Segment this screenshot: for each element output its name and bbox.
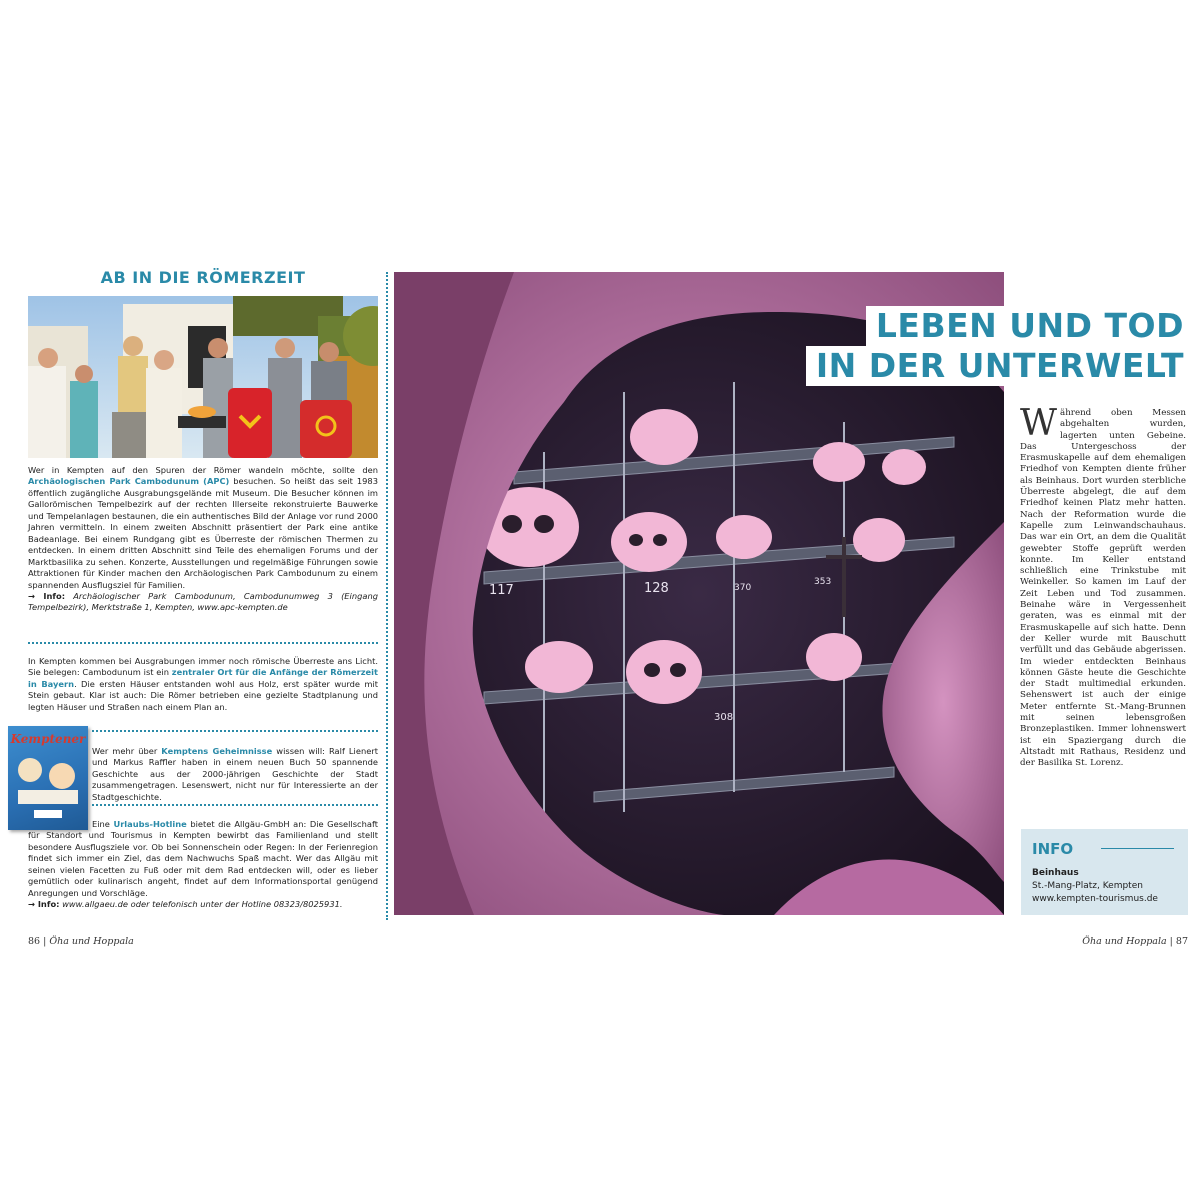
- footer-title: Öha und Hoppala: [49, 936, 134, 947]
- shelf-label: 128: [644, 581, 669, 596]
- book-cover-image: [8, 726, 88, 830]
- footer-right: [1082, 936, 1188, 947]
- column-divider: [386, 272, 388, 920]
- page-number: 87: [1175, 936, 1188, 947]
- book-cover-illustration: [8, 726, 88, 830]
- info-url[interactable]: www.kempten-tourismus.de: [1032, 894, 1158, 904]
- info-text-apc: Archäologischer Park Cambodunum, Cambodunumweg 3 (Eingang Tempelbezirk), Merktstraße 1, Kempten, www.apc-kempten.de: [28, 590, 378, 613]
- info-arrow-label: → Info:: [28, 590, 66, 601]
- link-kemptens-geheimnisse[interactable]: Kemptens Geheimnisse: [161, 746, 273, 756]
- article-paragraph: ährend oben Messen abgehalten wurden, lagerten unten Gebeine. Das Untergeschoss der Erasmuskapelle auf dem ehemaligen Friedhof von Kempten diente früher als Beinhaus. Dort wurden sterbliche Überreste abgelegt, die auf dem Friedhof keinen Platz mehr hatten. Nach der Reformation wurde die Kapelle zum Leinwandschauhaus. Das war ein Ort, an dem die Qualität gewebter Stoffe geprüft werden konnte. Im Keller entstand schließlich eine Trinkstube mit Weinkeller. So kamen im Lauf der Zeit Leben und Tod zusammen. Beinahe wäre in Vergessenheit geraten, was es einmal mit der Erasmuskapelle auf sich hatte. Denn der Keller wurde mit Bauschutt verfüllt und das Gebäude abgerissen. Im wieder entdeckten Beinhaus können Gäste heute die Geschichte der Stadt multimedial erkunden. Sehenswert ist auch der einige Meter entfernte St.-Mang-Brunnen mit seinen lebensgroßen Bronzeplastiken. Immer lohnenswert ist ein Spaziergang durch die Altstadt mit Rathaus, Residenz und der Basilika St. Lorenz.: [1020, 408, 1186, 769]
- text-block-cambodunum: [28, 465, 378, 614]
- link-apc[interactable]: Archäologischen Park Cambodunum (APC): [28, 476, 230, 487]
- paragraph-text: Eine: [92, 819, 114, 829]
- paragraph-text: In Kempten kommen bei Ausgrabungen immer noch römische Überreste ans Licht. Sie belegen: Cambodunum ist ein: [28, 656, 378, 678]
- info-heading: INFO: [1032, 840, 1074, 858]
- paragraph-text: Wer mehr über: [92, 746, 162, 756]
- book-title: Kemptener: [10, 732, 86, 746]
- info-heading-rule: [1101, 848, 1174, 849]
- footer-left: [28, 936, 134, 947]
- paragraph-text: bietet die Allgäu-GmbH an: Die Gesellschaft für Standort und Tourismus in Kempten bewirbt das Familienland und stellt besondere Ausflugsziele vor. Ob bei Sonnenschein oder Regen: In der Ferienregion findet sich immer ein Ziel, das dem Nachwuchs Spaß macht. Wer das Allgäu mit seinen vielen Facetten zu Fuß oder mit dem Rad entdecken will, oder es lieber gemütlich oder kulinarisch angeht, findet auf dem Informationsportal genügend Anregungen und Vorschläge.: [28, 819, 378, 898]
- shelf-label: 370: [734, 583, 752, 593]
- headline-line-2: IN DER UNTERWELT: [806, 346, 1186, 386]
- dotted-separator: [28, 642, 378, 644]
- dotted-separator: [92, 730, 378, 732]
- text-block-excavations: [28, 656, 378, 713]
- headline-line-1: LEBEN UND TOD: [866, 306, 1186, 346]
- footer-title: Öha und Hoppala: [1082, 936, 1167, 947]
- text-block-book: [92, 746, 378, 803]
- paragraph-text: besuchen. So heißt das seit 1983 öffentlich zugängliche Ausgrabungsgelände mit Museum. Die Besucher können im Gallorömischen Tempelbezirk auf der rechten Illerseite rekonstruierte Bauwerke und Tempelanlagen bestaunen, die ein authentisches Bild der Anlage vor rund 2000 Jahren vermitteln. In einem zweiten Abschnitt präsentiert der Park eine antike Badeanlage. Bei einem Rundgang gibt es Überreste der römischen Thermen zu entdecken. In einem dritten Abschnitt sind Teile des ehemaligen Forums und der Marktbasilika zu sehen. Konzerte, Ausstellungen und regelmäßige Führungen sowie Attraktionen für Kinder machen den Archäologischen Park Cambodunum zu einem spannenden Ausflugsziel für Familien.: [28, 476, 378, 590]
- text-block-hotline: [28, 819, 378, 911]
- footer-separator: |: [1166, 936, 1176, 947]
- shelf-label: 117: [489, 583, 514, 598]
- dotted-separator: [92, 804, 378, 806]
- info-name: Beinhaus: [1032, 868, 1079, 878]
- info-box: [1021, 829, 1188, 915]
- info-address: St.-Mang-Platz, Kempten: [1032, 881, 1143, 891]
- shelf-label: 308: [714, 712, 734, 723]
- link-roman-era[interactable]: zentraler Ort für die Anfänge der Römerzeit in Bayern: [28, 667, 378, 689]
- footer-separator: |: [40, 936, 50, 947]
- article-body: [1020, 403, 1186, 770]
- shelf-label: 353: [814, 577, 832, 587]
- paragraph-text: wissen will: Ralf Lienert und Markus Raffler haben in einem neuen Buch 50 spannende Geschichte aus der 2000-jährigen Geschichte der Stadt zusammengetragen. Lesenswert, nicht nur für Interessierte an der Stadtgeschichte.: [92, 746, 378, 802]
- drop-cap: W: [1020, 403, 1058, 444]
- info-arrow-label: → Info:: [28, 899, 60, 910]
- section-title: AB IN DIE RÖMERZEIT: [100, 268, 306, 287]
- headline: [806, 306, 1186, 386]
- roman-reenactment-illustration: [28, 296, 378, 458]
- page-number: 86: [28, 936, 41, 947]
- link-urlaubs-hotline[interactable]: Urlaubs-Hotline: [113, 819, 187, 829]
- paragraph-text: . Die ersten Häuser entstanden wohl aus Holz, erst später wurde mit Stein gebaut. Klar ist auch: Die Römer betrieben eine gezielte Stadtplanung und legten Häuser und Straßen nach einem Plan an.: [28, 678, 378, 712]
- info-text-hotline: www.allgaeu.de oder telefonisch unter der Hotline 08323/8025931.: [59, 899, 343, 910]
- paragraph-text: Wer in Kempten auf den Spuren der Römer wandeln möchte, sollte den: [28, 465, 378, 475]
- roman-reenactment-photo: [28, 296, 378, 458]
